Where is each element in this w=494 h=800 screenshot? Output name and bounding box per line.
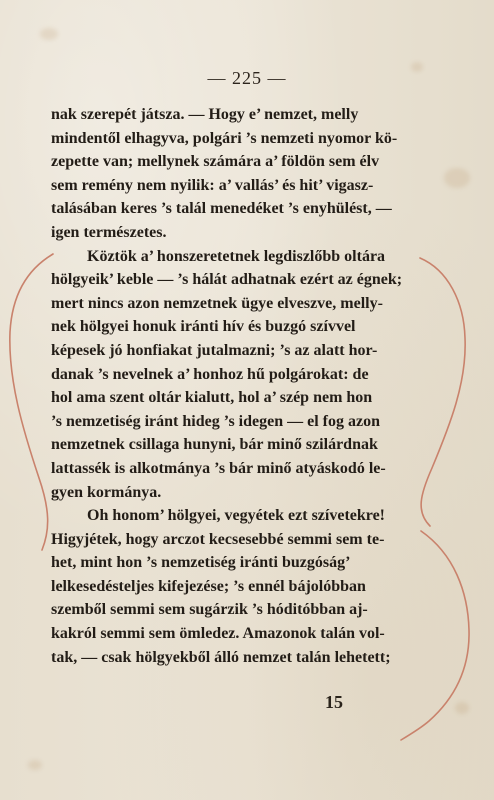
text-line: nak szerepét játsza. — Hogy e’ nemzet, melly bbox=[51, 106, 359, 123]
text-line: mert nincs azon nemzetnek ügye elveszve, melly- bbox=[51, 294, 383, 312]
text-line: zepette van; mellynek számára a’ földön sem élv bbox=[51, 153, 380, 171]
foxing-spot bbox=[28, 760, 42, 770]
text-line: Higyjétek, hogy arczot kecsesebbé semmi sem te- bbox=[51, 530, 385, 548]
paragraph-1 bbox=[51, 103, 398, 245]
text-line: Köztök a’ honszeretetnek legdiszlőbb oltára bbox=[87, 247, 386, 265]
text-line: ’s nemzetiség iránt hideg ’s idegen — el fog azon bbox=[51, 412, 380, 430]
page-text bbox=[51, 103, 403, 669]
text-line: het, mint hon ’s nemzetiség iránti buzgóság’ bbox=[51, 554, 351, 572]
text-line: mindentől elhagyva, polgári ’s nemzeti nyomor kö- bbox=[51, 129, 398, 147]
text-line: hölgyeik’ keble — ’s hálát adhatnak ezért az égnek; bbox=[51, 271, 403, 289]
text-line: hol ama szent oltár kialutt, hol a’ szép nem hon bbox=[51, 389, 373, 407]
text-line: Oh honom’ hölgyei, vegyétek ezt szívetekre! bbox=[87, 507, 386, 525]
left-pencil-bracket bbox=[10, 254, 53, 550]
text-line: gyen kormánya. bbox=[51, 483, 162, 501]
foxing-spot bbox=[444, 168, 470, 188]
text-line: danak ’s nevelnek a’ honhoz hű polgárokat: de bbox=[51, 365, 369, 383]
text-line: nek hölgyei honuk iránti hív és buzgó szívvel bbox=[51, 318, 356, 336]
text-line: igen természetes. bbox=[51, 223, 167, 241]
page-number: — 225 — bbox=[207, 68, 287, 88]
paragraph-3 bbox=[51, 504, 391, 669]
text-line: lelkesedésteljes kifejezése; ’s ennél bájolóbban bbox=[51, 577, 366, 595]
text-line: nemzetnek csillaga hunyni, bár minő szilárdnak bbox=[51, 436, 378, 454]
text-line: képesek jó honfiakat jutalmazni; ’s az alatt hor- bbox=[51, 341, 378, 359]
signature-mark: 15 bbox=[325, 692, 343, 712]
text-line: kakról semmi sem ömledez. Amazonok talán vol- bbox=[51, 625, 385, 643]
paragraph-2 bbox=[51, 245, 403, 505]
text-line: szemből semmi sem sugárzik ’s hóditóbban aj- bbox=[51, 601, 368, 619]
text-line: tak, — csak hölgyekből álló nemzet talán lehetett; bbox=[51, 648, 391, 666]
text-line: talásában keres ’s talál menedéket ’s enyhülést, — bbox=[51, 200, 392, 218]
text-line: lattassék is alkotmánya ’s bár minő atyáskodó le- bbox=[51, 459, 386, 477]
right-pencil-bracket-upper bbox=[420, 258, 465, 526]
foxing-spot bbox=[40, 28, 58, 40]
foxing-spot bbox=[455, 702, 469, 714]
text-line: sem remény nem nyilik: a’ vallás’ és hit’ vigasz- bbox=[51, 176, 374, 194]
